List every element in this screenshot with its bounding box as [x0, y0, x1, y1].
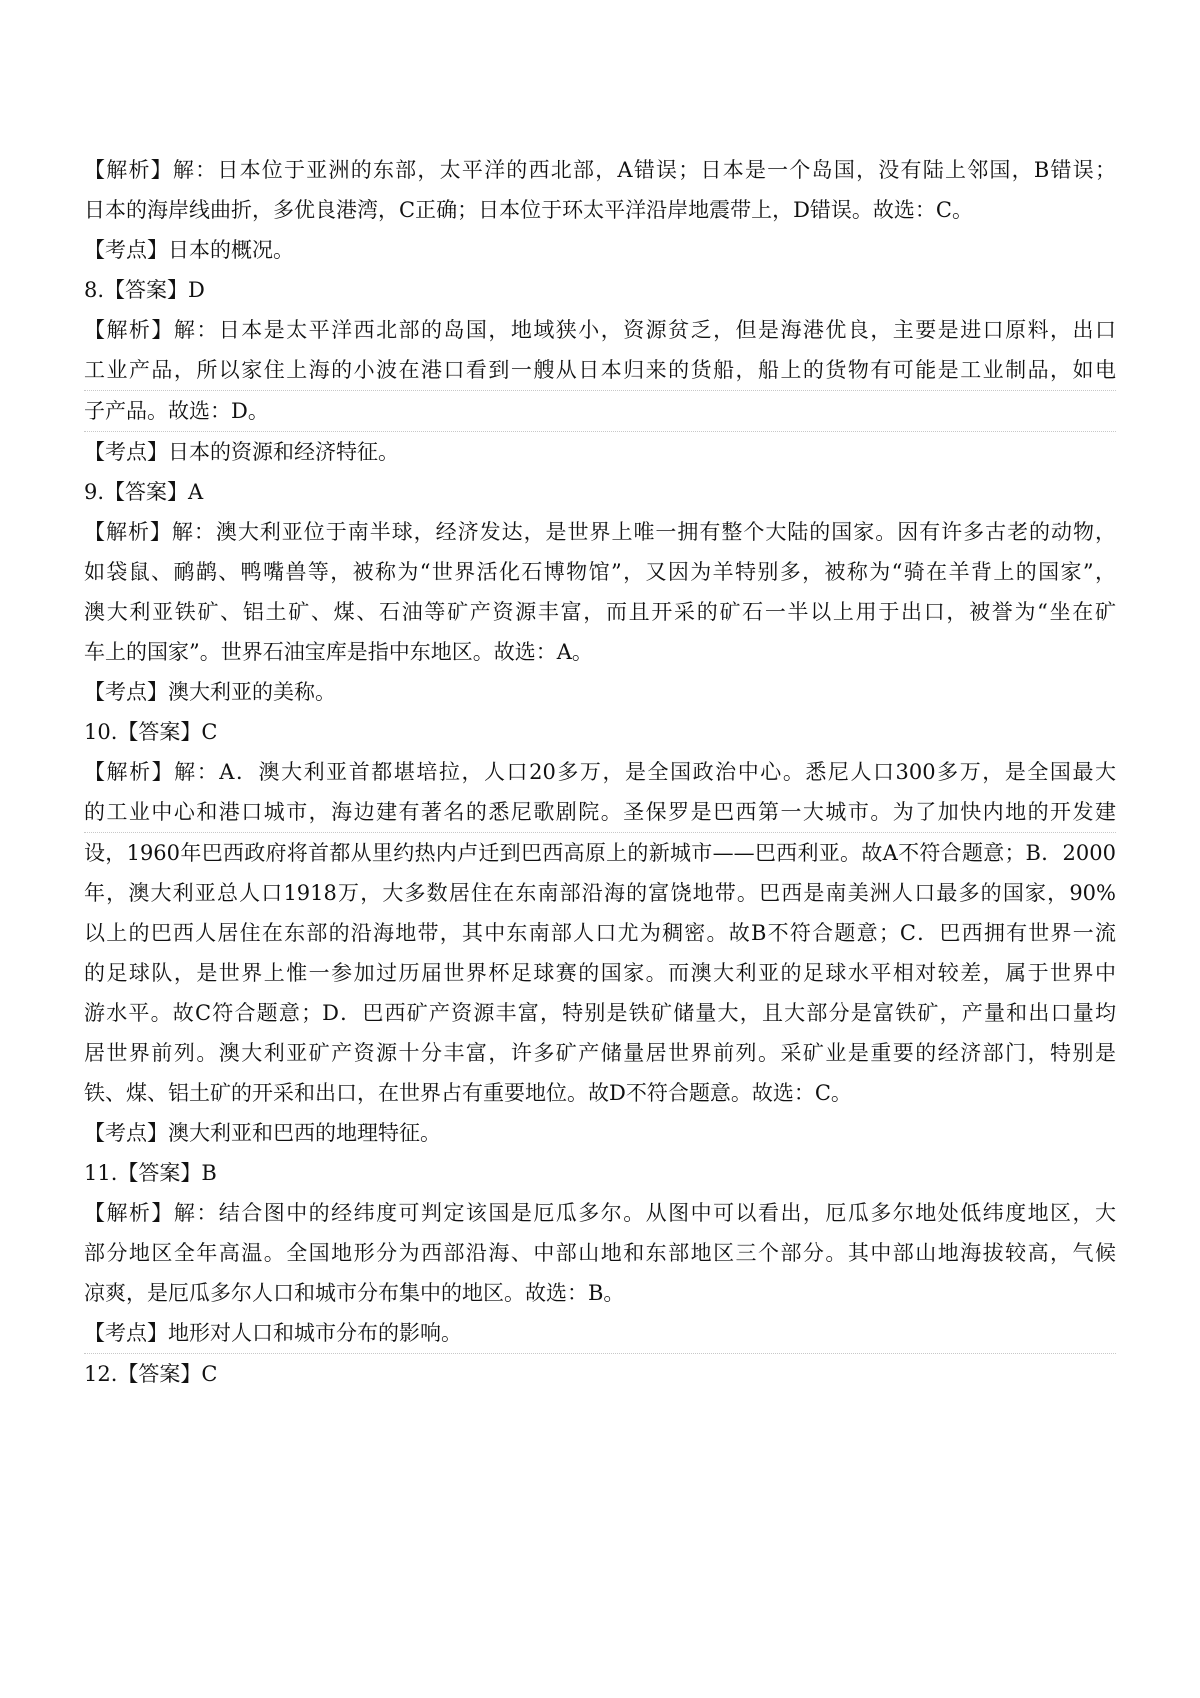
text-line: 澳大利亚铁矿、铝土矿、煤、石油等矿产资源丰富，而且开采的矿石一半以上用于出口，被誉为“坐在矿 — [84, 600, 1116, 624]
text-line: 11.【答案】B — [84, 1161, 217, 1185]
text-line: 凉爽，是厄瓜多尔人口和城市分布集中的地区。故选：B。 — [84, 1281, 625, 1305]
text-line: 【解析】解：结合图中的经纬度可判定该国是厄瓜多尔。从图中可以看出，厄瓜多尔地处低纬度地区，大 — [84, 1201, 1116, 1225]
text-line: 年，澳大利亚总人口1918万，大多数居住在东南部沿海的富饶地带。巴西是南美洲人口最多的国家，90% — [84, 881, 1116, 905]
text-line: 【考点】日本的概况。 — [84, 238, 294, 262]
text-line: 8.【答案】D — [84, 278, 205, 302]
text-body — [84, 150, 1116, 1394]
text-line: 的足球队，是世界上惟一参加过历届世界杯足球赛的国家。而澳大利亚的足球水平相对较差，属于世界中 — [84, 961, 1116, 985]
text-line: 工业产品，所以家住上海的小波在港口看到一艘从日本归来的货船，船上的货物有可能是工业制品，如电 — [84, 350, 1116, 391]
text-line: 以上的巴西人居住在东部的沿海地带，其中东南部人口尤为稠密。故B不符合题意；C．巴西拥有世界一流 — [84, 921, 1116, 945]
text-line: 子产品。故选：D。 — [84, 391, 1116, 432]
text-line: 12.【答案】C — [84, 1362, 218, 1386]
text-line: 【考点】澳大利亚和巴西的地理特征。 — [84, 1121, 441, 1145]
text-line: 车上的国家”。世界石油宝库是指中东地区。故选：A。 — [84, 640, 593, 664]
text-line: 9.【答案】A — [84, 480, 204, 504]
text-line: 的工业中心和港口城市，海边建有著名的悉尼歌剧院。圣保罗是巴西第一大城市。为了加快内地的开发建 — [84, 792, 1116, 833]
text-line: 设，1960年巴西政府将首都从里约热内卢迁到巴西高原上的新城市——巴西利亚。故A不符合题意；B．2000 — [84, 841, 1116, 865]
text-line: 【解析】解：日本是太平洋西北部的岛国，地域狭小，资源贫乏，但是海港优良，主要是进口原料，出口 — [84, 318, 1116, 342]
text-line: 【考点】日本的资源和经济特征。 — [84, 440, 399, 464]
text-line: 【解析】解：A．澳大利亚首都堪培拉，人口20多万，是全国政治中心。悉尼人口300多万，是全国最大 — [84, 760, 1116, 784]
text-line: 日本的海岸线曲折，多优良港湾，C正确；日本位于环太平洋沿岸地震带上，D错误。故选：C。 — [84, 198, 973, 222]
text-line: 如袋鼠、鸸鹋、鸭嘴兽等，被称为“世界活化石博物馆”，又因为羊特别多，被称为“骑在羊背上的国家”， — [84, 560, 1116, 584]
text-line: 【考点】地形对人口和城市分布的影响。 — [84, 1313, 1116, 1354]
text-line: 10.【答案】C — [84, 720, 218, 744]
text-line: 居世界前列。澳大利亚矿产资源十分丰富，许多矿产储量居世界前列。采矿业是重要的经济部门，特别是 — [84, 1041, 1116, 1065]
text-line: 【解析】解：日本位于亚洲的东部，太平洋的西北部，A错误；日本是一个岛国，没有陆上邻国，B错误； — [84, 158, 1116, 182]
text-line: 部分地区全年高温。全国地形分为西部沿海、中部山地和东部地区三个部分。其中部山地海拔较高，气候 — [84, 1241, 1116, 1265]
text-line: 游水平。故C符合题意；D．巴西矿产资源丰富，特别是铁矿储量大，且大部分是富铁矿，产量和出口量均 — [84, 1001, 1116, 1025]
text-line: 【考点】澳大利亚的美称。 — [84, 680, 336, 704]
text-line: 铁、煤、铝土矿的开采和出口，在世界占有重要地位。故D不符合题意。故选：C。 — [84, 1081, 852, 1105]
text-line: 【解析】解：澳大利亚位于南半球，经济发达，是世界上唯一拥有整个大陆的国家。因有许多古老的动物， — [84, 520, 1116, 544]
